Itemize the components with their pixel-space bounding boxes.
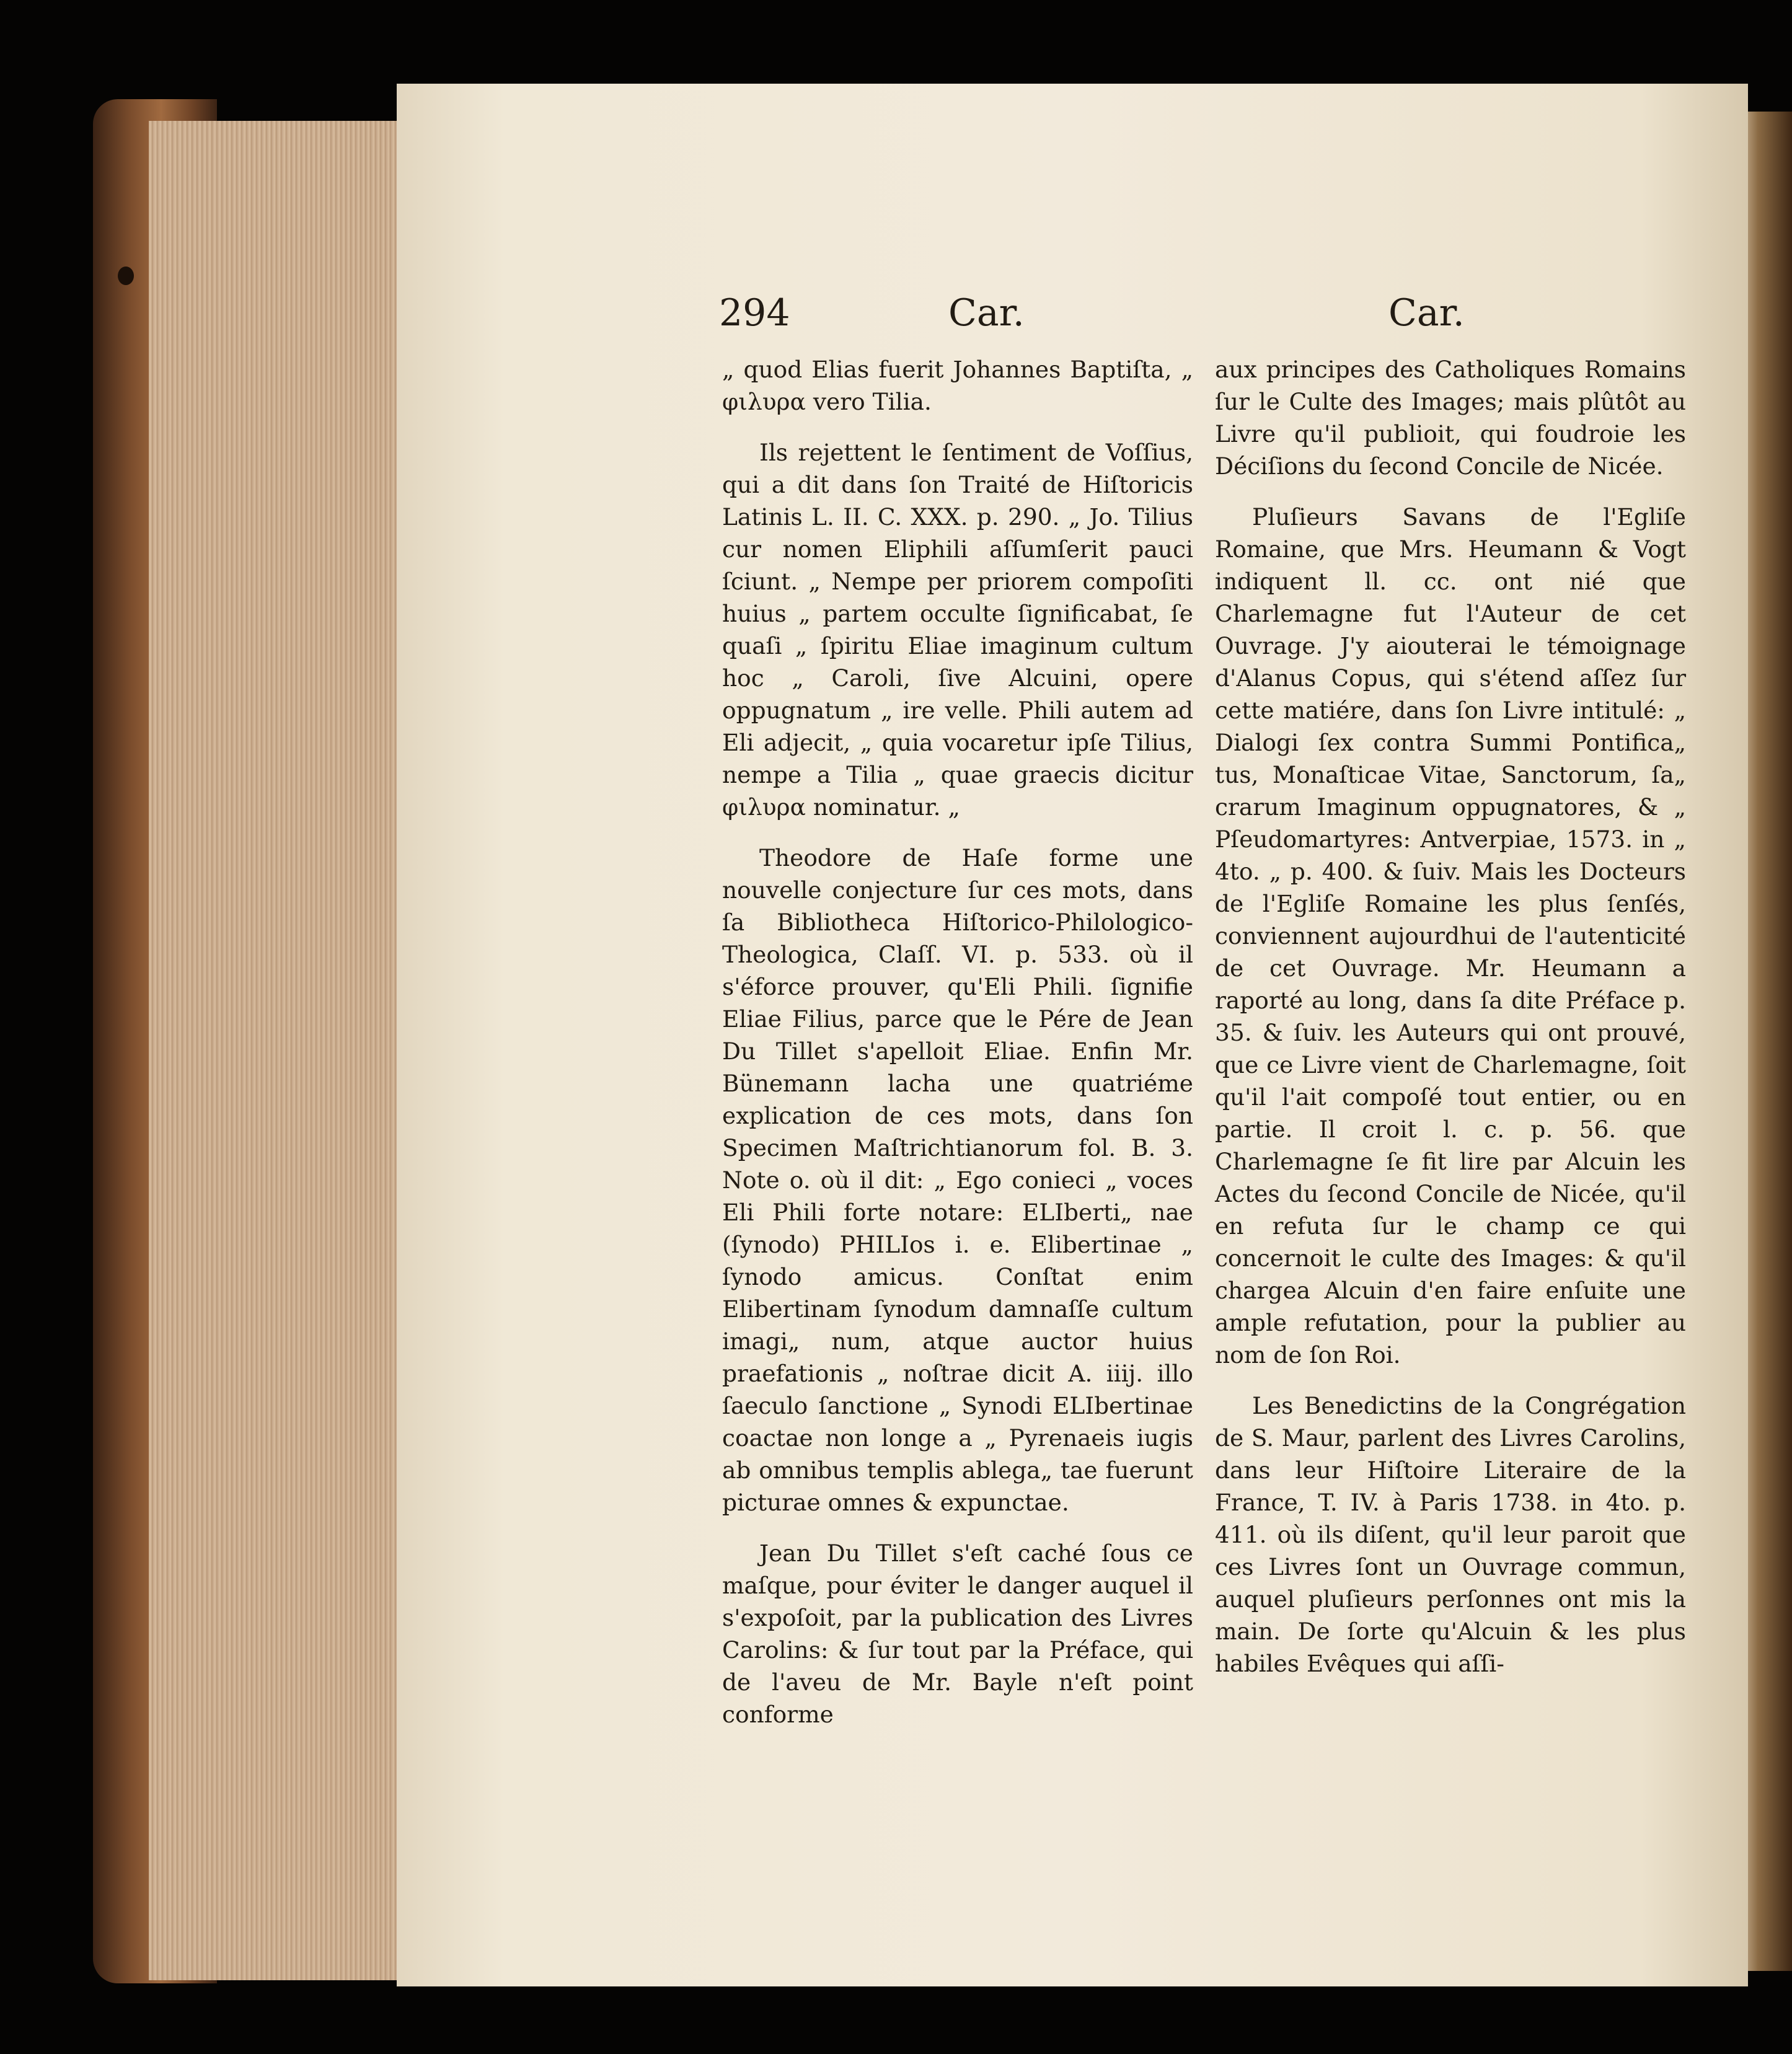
paragraph: „ quod Elias fuerit Johannes Baptiſta, „ φιλυρα vero Tilia. bbox=[722, 356, 1193, 415]
paragraph: Pluſieurs Savans de l'Egliſe Romaine, que Mrs. Heumann & Vogt indiquent ll. cc. ont nié que Charlemagne fut l'Auteur de cet Ouvrage. J'y aiouterai le témoignage d'Alanus Copus, qui s'étend aſſez ſur cette matiére, dans ſon Livre intitulé: „ Dialogi ſex contra Summi Pontifica„ tus, Monaſticae Vitae, Sanctorum, ſa„ crarum Imaginum oppugnatores, & „ Pſeudomartyres: Antverpiae, 1573. in „ 4to. „ p. 400. & ſuiv. Mais les Docteurs de l'Egliſe Romaine les plus ſenſés, conviennent aujourdhui de l'autenticité de cet Ouvrage. Mr. Heumann a raporté au long, dans ſa dite Préface p. 35. & ſuiv. les Auteurs qui ont prouvé, que ce Livre vient de Charlemagne, ſoit qu'il l'ait compoſé tout entier, ou en partie. Il croit l. c. p. 56. que Charlemagne ſe fit lire par Alcuin les Actes du ſecond Concile de Nicée, qu'il en refuta ſur le champ ce qui concernoit le culte des Images: & qu'il chargea Alcuin d'en faire enſuite une ample refutation, pour la publier au nom de ſon Roi. bbox=[1215, 503, 1686, 1369]
left-running-head: Car. bbox=[948, 291, 1025, 335]
running-header bbox=[719, 291, 1686, 347]
paragraph: Jean Du Tillet s'eſt caché ſous ce maſque, pour éviter le danger auquel il s'expoſoit, par la publication des Livres Carolins: & ſur tout par la Préface, qui de l'aveu de Mr. Bayle n'eſt point conforme bbox=[722, 1540, 1193, 1728]
paragraph: Theodore de Haſe forme une nouvelle conjecture ſur ces mots, dans ſa Bibliotheca Hiſtorico-Philologico-Theologica, Claſſ. VI. p. 533. où il s'éforce prouver, qu'Eli Phili. ſignifie Eliae Filius, parce que le Pére de Jean Du Tillet s'apelloit Eliae. Enfin Mr. Bünemann lacha une quatriéme explication de ces mots, dans ſon Specimen Maſtrichtianorum fol. B. 3. Note o. où il dit: „ Ego conieci „ voces Eli Phili forte notare: ELIberti„ nae (ſynodo) PHILIos i. e. Elibertinae „ ſynodo amicus. Conſtat enim Elibertinam ſynodum damnaſſe cultum imagi„ num, atque auctor huius praefationis „ noſtrae dicit A. iiij. illo ſaeculo ſanctione „ Synodi ELIbertinae coactae non longe a „ Pyrenaeis iugis ab omnibus templis ablega„ tae fuerunt picturae omnes & expunctae. bbox=[722, 844, 1193, 1516]
paragraph: aux principes des Catholiques Romains ſur le Culte des Images; mais plûtôt au Livre qu'il publioit, qui foudroie les Déciſions du ſecond Concile de Nicée. bbox=[1215, 356, 1686, 480]
page-edges bbox=[149, 121, 403, 1980]
page-number: 294 bbox=[719, 291, 790, 335]
right-running-head: Car. bbox=[1388, 291, 1465, 335]
paragraph: Ils rejettent le ſentiment de Voſſius, qui a dit dans ſon Traité de Hiſtoricis Latinis L. II. C. XXX. p. 290. „ Jo. Tilius cur nomen Eliphili aſſumſerit pauci ſciunt. „ Nempe per priorem compoſiti huius „ partem occulte ſignificabat, ſe quaſi „ ſpiritu Eliae imaginum cultum hoc „ Caroli, ſive Alcuini, opere oppugnatum „ ire velle. Phili autem ad Eli adjecit, „ quia vocaretur ipſe Tilius, nempe a Tilia „ quae graecis dicitur φιλυρα nominatur. „ bbox=[722, 439, 1193, 821]
cover-nail-mark bbox=[118, 267, 134, 285]
right-column bbox=[1215, 353, 1686, 1698]
paragraph: Les Benedictins de la Congrégation de S. Maur, parlent des Livres Carolins, dans leur Hiſtoire Literaire de la France, T. IV. à Paris 1738. in 4to. p. 411. où ils diſent, qu'il leur paroit que ces Livres ſont un Ouvrage commun, auquel pluſieurs perſonnes ont mis la main. De ſorte qu'Alcuin & les plus habiles Evêques qui aſſi- bbox=[1215, 1392, 1686, 1677]
left-column bbox=[722, 353, 1193, 1749]
